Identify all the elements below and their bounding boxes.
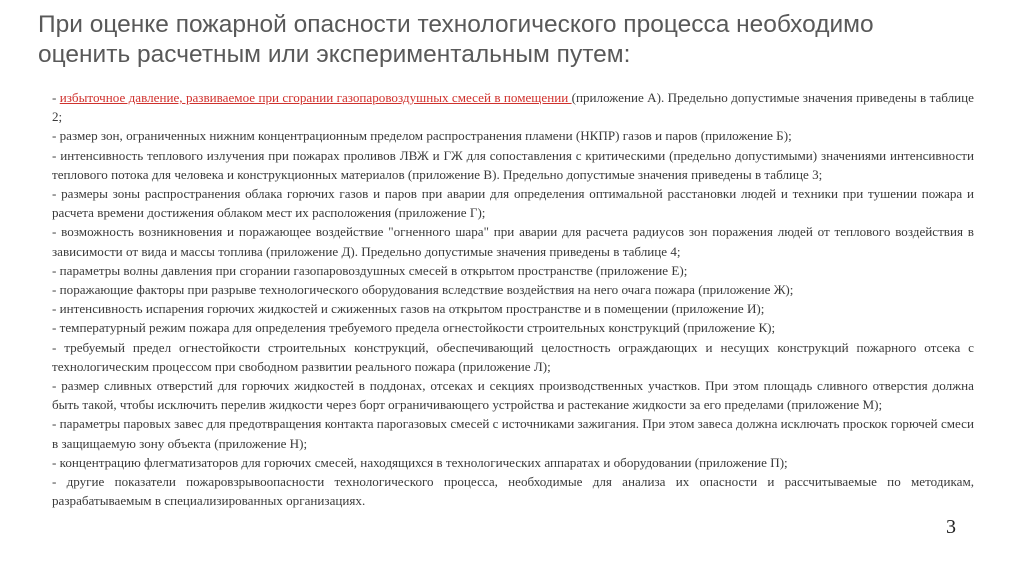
list-item: - интенсивность испарения горючих жидкостей и сжиженных газов на открытом пространстве и в помещении (приложение И);	[52, 301, 765, 317]
list-item-text: (приложение А). Предельно допустимые значения приведены в таблице 2;	[52, 90, 974, 125]
highlighted-text: избыточное давление, развиваемое при сгорании газопаровоздушных смесей в помещении	[59, 90, 572, 105]
list-item: - размер зон, ограниченных нижним концентрационным пределом распространения пламени (НКПР) газов и паров (приложение Б);	[52, 128, 792, 144]
slide-title	[38, 10, 978, 70]
requirements-list	[52, 88, 974, 510]
slide-title-line-1: При оценке пожарной опасности технологического процесса необходимо	[38, 11, 874, 38]
list-item: - возможность возникновения и поражающее воздействие "огненного шара" при аварии для расчета радиусов зон поражения людей от теплового воздействия в зависимости от вида и массы топлива (приложение Д). Предельно допустимые значения приведены в таблице 4;	[52, 224, 974, 259]
list-item: - температурный режим пожара для определения требуемого предела огнестойкости строительных конструкций (приложение К);	[52, 320, 776, 336]
list-item: - требуемый предел огнестойкости строительных конструкций, обеспечивающий целостность ограждающих и несущих конструкций пожарного отсека с технологическим процессом при свободном развитии реального пожара (приложение Л);	[52, 339, 974, 374]
list-item: - параметры паровых завес для предотвращения контакта парогазовых смесей с источниками зажигания. При этом завеса должна исключать проскок горючей смеси в защищаемую зону объекта (приложение Н);	[52, 416, 974, 451]
list-item: - интенсивность теплового излучения при пожарах проливов ЛВЖ и ГЖ для сопоставления с критическими (предельно допустимыми) значениями интенсивности теплового потока для человека и конструкционных материалов (приложение В). Предельно допустимые значения приведены в таблице 3;	[52, 147, 974, 182]
list-item: - параметры волны давления при сгорании газопаровоздушных смесей в открытом пространстве (приложение Е);	[52, 262, 688, 278]
list-item	[52, 88, 974, 126]
list-item: - концентрацию флегматизаторов для горючих смесей, находящихся в технологических аппаратах и оборудовании (приложение П);	[52, 454, 788, 470]
list-item: - размеры зоны распространения облака горючих газов и паров при аварии для определения оптимальной расстановки людей и техники при тушении пожара и расчета времени достижения облаком мест их расположения (приложение Г);	[52, 186, 974, 221]
list-item-dash: -	[52, 90, 60, 105]
slide-title-line-2: оценить расчетным или экспериментальным путем:	[38, 41, 631, 68]
page-number: 3	[946, 516, 956, 538]
list-item: - поражающие факторы при разрыве технологического оборудования вследствие воздействия на него очага пожара (приложение Ж);	[52, 282, 794, 298]
list-item: - другие показатели пожаровзрывоопасности технологического процесса, необходимые для анализа их опасности и рассчитываемые по методикам, разрабатываемым в специализированных организациях.	[52, 474, 974, 509]
list-item: - размер сливных отверстий для горючих жидкостей в поддонах, отсеках и секциях производственных участков. При этом площадь сливного отверстия должна быть такой, чтобы исключить перелив жидкости через борт ограничивающего устройства и растекание жидкости за его пределами (приложение М);	[52, 378, 974, 413]
